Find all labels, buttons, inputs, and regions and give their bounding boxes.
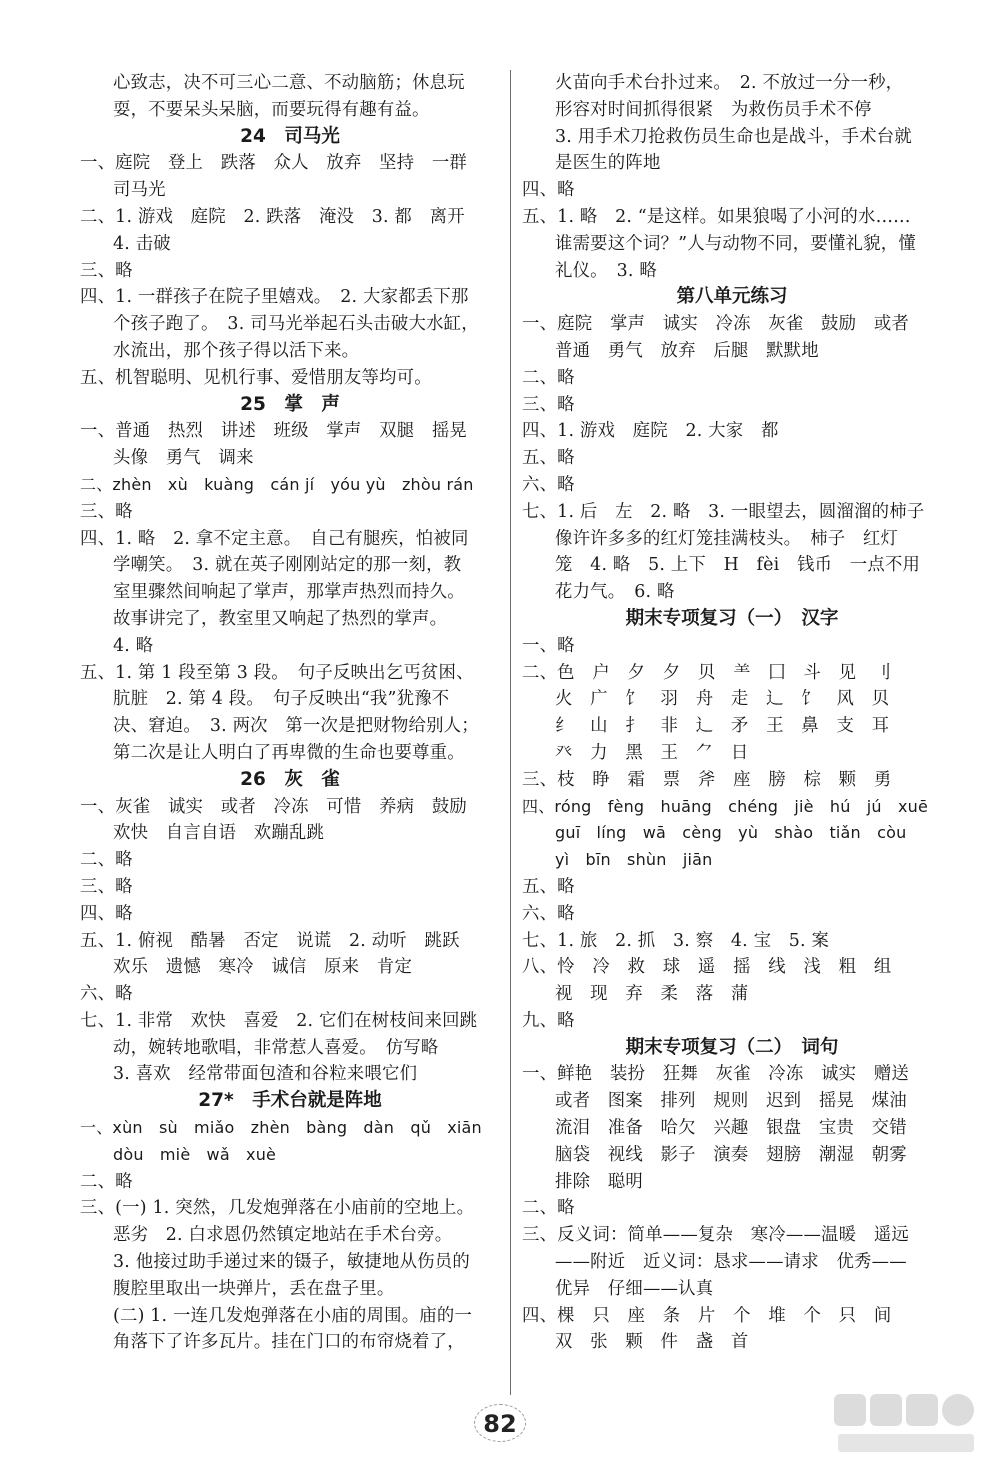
answer-line: 火 广 饣 羽 舟 走 辶 饣 风 贝 <box>555 689 890 710</box>
answer-line: 癶 力 黑 王 ⺈ 日 <box>555 742 749 763</box>
answer-line: 七、1. 旅 2. 抓 3. 察 4. 宝 5. 案 <box>522 930 830 951</box>
answer-line: 三、略 <box>522 394 575 415</box>
answer-line: 第二次是让人明白了再卑微的生命也要尊重。 <box>113 742 465 763</box>
answer-line: 是医生的阵地 <box>555 153 661 174</box>
answer-line: 三、略 <box>80 876 133 897</box>
answer-line: 普通 勇气 放弃 后腿 默默地 <box>555 340 819 361</box>
answer-line: 一、庭院 登上 跌落 众人 放弃 坚持 一群 <box>80 153 467 174</box>
answer-line: 或者 图案 排列 规则 迟到 摇晃 煤油 <box>555 1091 907 1112</box>
answer-line: 心致志，决不可三心二意、不动脑筋；休息玩 <box>113 73 465 93</box>
answer-line: 五、1. 俯视 酷暑 否定 说谎 2. 动听 跳跃 <box>80 930 460 951</box>
answer-line: 礼仪。 3. 略 <box>555 260 657 281</box>
answer-line: 双 张 颗 件 盏 首 <box>555 1332 749 1353</box>
section-title: 24 司马光 <box>240 125 340 147</box>
right-column <box>522 70 942 1356</box>
answer-line: 司马光 <box>113 180 166 201</box>
section-title: 25 掌 声 <box>240 393 340 415</box>
answer-line: 排除 聪明 <box>555 1171 643 1192</box>
answer-line: 角落下了许多瓦片。挂在门口的布帘烧着了， <box>113 1332 465 1353</box>
answer-line: 二、1. 游戏 庭院 2. 跌落 淹没 3. 都 离开 <box>80 206 465 227</box>
answer-line: 个孩子跑了。 3. 司马光举起石头击破大水缸， <box>113 314 479 335</box>
answer-line: guī líng wā cèng yù shào tiǎn còu <box>555 823 907 843</box>
answer-line: 三、反义词：简单——复杂 寒冷——温暖 遥远 <box>522 1225 909 1246</box>
answer-line: 八、怜 冷 救 球 遥 摇 线 浅 粗 组 <box>522 957 892 978</box>
answer-line: 3. 用手术刀抢救伤员生命也是战斗，手术台就 <box>555 126 912 147</box>
answer-line: 九、略 <box>522 1010 575 1031</box>
answer-line: 五、1. 第 1 段至第 3 段。 句子反映出乞丐贫困、 <box>80 662 474 683</box>
answer-line: 二、略 <box>80 850 133 871</box>
answer-line: 四、略 <box>522 180 575 201</box>
answer-line: 五、1. 略 2. “是这样。如果狼喝了小河的水…… <box>522 206 911 227</box>
answer-line: 一、略 <box>522 635 575 656</box>
answer-line: 四、róng fèng huāng chéng jiè hú jú xuē <box>522 796 929 816</box>
answer-line: 四、略 <box>80 903 133 924</box>
answer-line: 像许许多多的红灯笼挂满枝头。 柿子 红灯 <box>555 528 899 549</box>
answer-line: 五、略 <box>522 448 575 469</box>
section-title: 期末专项复习（一） 汉字 <box>625 607 839 629</box>
answer-line: 火苗向手术台扑过来。 2. 不放过一分一秒， <box>555 73 904 93</box>
answer-line: 欢乐 遗憾 寒冷 诚信 原来 肯定 <box>113 957 413 978</box>
answer-line: 动，婉转地歌唱，非常惹人喜爱。 仿写略 <box>113 1037 439 1058</box>
column-divider <box>510 70 511 1395</box>
answer-line: 故事讲完了，教室里又响起了热烈的掌声。 <box>113 608 448 629</box>
answer-line: 七、1. 非常 欢快 喜爱 2. 它们在树枝间来回跳 <box>80 1010 478 1031</box>
answer-line: (二) 1. 一连几发炮弹落在小庙的周围。庙的一 <box>113 1305 473 1326</box>
answer-line: 二、略 <box>522 1198 575 1219</box>
answer-line: 恶劣 2. 白求恩仍然镇定地站在手术台旁。 <box>113 1225 453 1246</box>
answer-line: 六、略 <box>80 984 133 1005</box>
answer-line: 水流出，那个孩子得以活下来。 <box>113 340 360 361</box>
answer-line: 七、1. 后 左 2. 略 3. 一眼望去，圆溜溜的柿子 <box>522 501 925 522</box>
answer-line: 室里骤然间响起了掌声，那掌声热烈而持久。 <box>113 582 465 603</box>
answer-line: 腹腔里取出一块弹片，丢在盘子里。 <box>113 1278 395 1299</box>
answer-line: 三、略 <box>80 260 133 281</box>
answer-line: 流泪 准备 哈欠 兴趣 银盘 宝贵 交错 <box>555 1118 907 1139</box>
section-title: 期末专项复习（二） 词句 <box>625 1036 839 1058</box>
answer-line: 4. 略 <box>113 635 154 656</box>
section-title: 第八单元练习 <box>676 286 788 308</box>
section-title: 27* 手术台就是阵地 <box>198 1090 382 1112</box>
answer-line: 六、略 <box>522 903 575 924</box>
answer-line: 四、1. 一群孩子在院子里嬉戏。 2. 大家都丢下那 <box>80 287 469 308</box>
answer-line: 四、棵 只 座 条 片 个 堆 个 只 间 <box>522 1305 892 1326</box>
watermark-logo <box>830 1388 980 1458</box>
answer-line: 一、灰雀 诚实 或者 冷冻 可惜 养病 鼓励 <box>80 796 467 817</box>
answer-line: 一、xùn sù miǎo zhèn bàng dàn qǔ xiān <box>80 1118 482 1138</box>
answer-line: 3. 他接过助手递过来的镊子，敏捷地从伤员的 <box>113 1252 470 1273</box>
answer-line: 脑袋 视线 影子 演奏 翅膀 潮湿 朝雾 <box>555 1144 907 1165</box>
answer-line: yì bīn shùn jiān <box>555 850 713 870</box>
answer-line: dòu miè wǎ xuè <box>113 1144 277 1164</box>
answer-line: 二、略 <box>522 367 575 388</box>
answer-line: 四、1. 略 2. 拿不定主意。 自己有腿疾，怕被同 <box>80 528 469 549</box>
answer-line: 肮脏 2. 第 4 段。 句子反映出“我”犹豫不 <box>113 689 450 710</box>
answer-line: 笼 4. 略 5. 上下 H fèi 钱币 一点不用 <box>555 555 921 576</box>
page-number: 82 <box>483 1410 517 1438</box>
answer-line: 一、普通 热烈 讲述 班级 掌声 双腿 摇晃 <box>80 421 467 442</box>
answer-line: 耍，不要呆头呆脑，而要玩得有趣有益。 <box>113 99 430 120</box>
answer-line: 谁需要这个词？”人与动物不同，要懂礼貌，懂 <box>555 233 916 254</box>
answer-line: 二、略 <box>80 1171 133 1192</box>
answer-line: 优异 仔细——认真 <box>555 1278 714 1299</box>
answer-line: 花力气。 6. 略 <box>555 582 675 603</box>
answer-line: 3. 喜欢 经常带面包渣和谷粒来喂它们 <box>113 1064 418 1085</box>
answer-line: 三、(一) 1. 突然，几发炮弹落在小庙前的空地上。 <box>80 1198 475 1219</box>
answer-line: 形容对时间抓得很紧 为救伤员手术不停 <box>555 99 872 120</box>
answer-line: 4. 击破 <box>113 233 171 254</box>
answer-line: 三、略 <box>80 501 133 522</box>
answer-line: 决、窘迫。 3. 两次 第一次是把财物给别人； <box>113 716 479 737</box>
answer-line: 学嘲笑。 3. 就在英子刚刚站定的那一刻，教 <box>113 555 462 576</box>
answer-line: 五、略 <box>522 876 575 897</box>
answer-line: 四、1. 游戏 庭院 2. 大家 都 <box>522 421 779 442</box>
answer-line: 三、枝 睁 霜 票 斧 座 膀 棕 颗 勇 <box>522 769 892 790</box>
answer-line: 二、色 户 夕 夕 贝 ⺷ 囗 斗 见 刂 <box>522 662 892 683</box>
answer-line: 视 现 弃 柔 落 蒲 <box>555 984 749 1005</box>
left-column <box>80 70 500 1356</box>
answer-line: ——附近 近义词：恳求——请求 优秀—— <box>555 1252 907 1273</box>
answer-line: 欢快 自言自语 欢蹦乱跳 <box>113 823 325 844</box>
answer-line: 纟 山 扌 非 辶 矛 王 鼻 支 耳 <box>555 716 890 737</box>
answer-line: 一、鲜艳 装扮 狂舞 灰雀 冷冻 诚实 赠送 <box>522 1064 909 1085</box>
answer-line: 六、略 <box>522 474 575 495</box>
answer-line: 五、机智聪明、见机行事、爱惜朋友等均可。 <box>80 367 432 388</box>
answer-line: 头像 勇气 调来 <box>113 448 254 469</box>
section-title: 26 灰 雀 <box>240 768 340 790</box>
answer-line: 二、zhèn xù kuàng cán jí yóu yù zhòu rán <box>80 474 474 494</box>
answer-line: 一、庭院 掌声 诚实 冷冻 灰雀 鼓励 或者 <box>522 314 909 335</box>
